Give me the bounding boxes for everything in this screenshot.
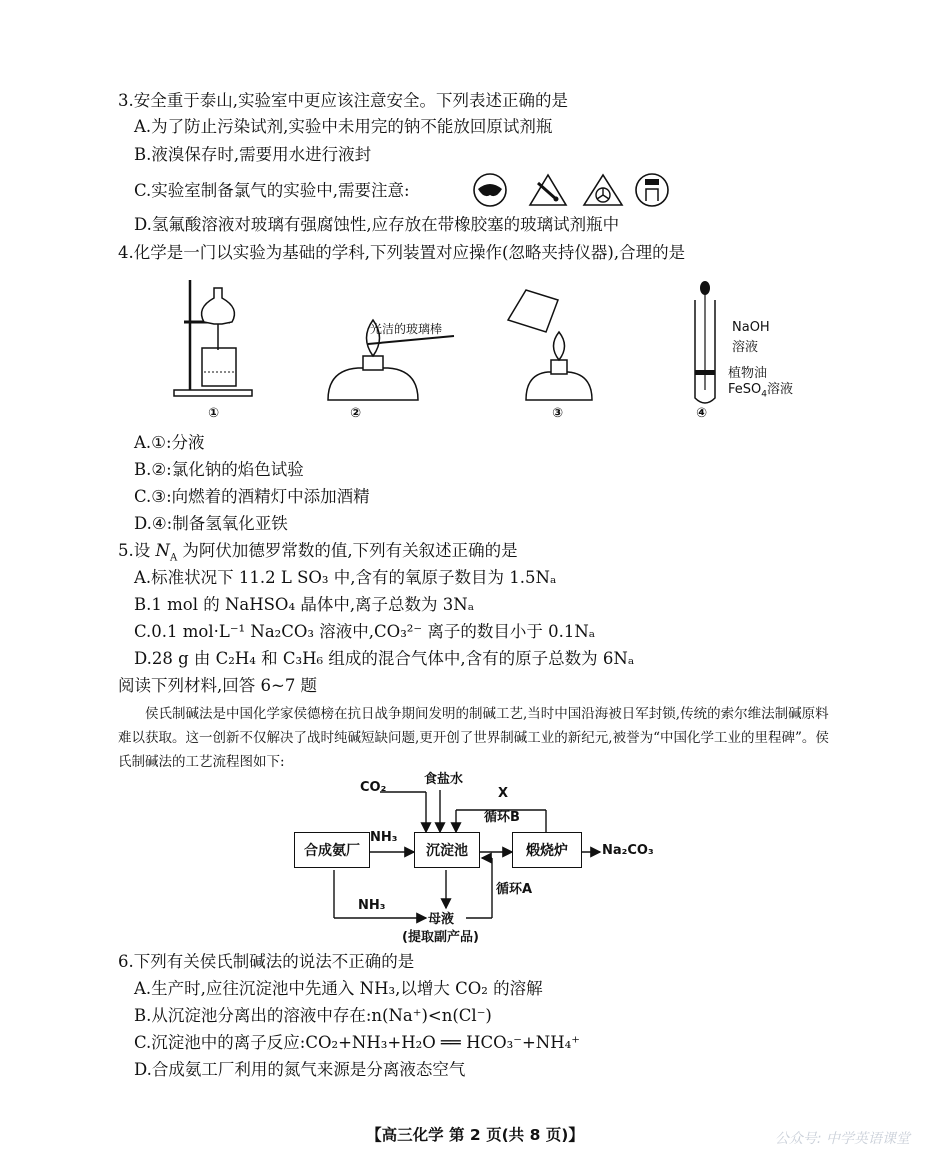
q5-stem: 5.设 $N_A$ 为阿伏加德罗常数的值,下列有关叙述正确的是 <box>118 541 518 564</box>
flow-product: Na₂CO₃ <box>602 843 654 858</box>
q3-stem: 3.安全重于泰山,实验室中更应该注意安全。下列表述正确的是 <box>118 91 568 110</box>
hazard-icons <box>472 171 682 211</box>
watermark: 公众号: 中学英语课堂 <box>774 1131 910 1147</box>
flow-byproduct: (提取副产品) <box>402 930 479 945</box>
hot-surface-icon <box>530 175 566 205</box>
hand-wash-icon <box>636 174 668 206</box>
q4-option-d: D.④:制备氢氧化亚铁 <box>134 514 288 533</box>
q4-option-a: A.①:分液 <box>134 433 205 452</box>
flow-cycle-a: 循环A <box>496 882 533 897</box>
flow-cycle-b: 循环B <box>484 810 520 825</box>
figure-label-2: ② <box>350 406 362 421</box>
q6-option-a: A.生产时,应往沉淀池中先通入 NH₃,以增大 CO₂ 的溶解 <box>134 979 543 998</box>
flow-brine: 食盐水 <box>424 772 464 787</box>
q6-option-c: C.沉淀池中的离子反应:CO₂+NH₃+H₂O ══ HCO₃⁻+NH₄⁺ <box>134 1033 580 1052</box>
q5-option-b: B.1 mol 的 NaHSO₄ 晶体中,离子总数为 3Nₐ <box>134 595 475 614</box>
q3-option-a: A.为了防止污染试剂,实验中未用完的钠不能放回原试剂瓶 <box>134 117 553 136</box>
glass-rod-label: 光洁的玻璃棒 <box>370 322 443 336</box>
q5-option-a: A.标准状况下 11.2 L SO₃ 中,含有的氧原子数目为 1.5Nₐ <box>134 568 557 587</box>
flow-x: X <box>498 786 509 801</box>
precipitation-tank-box: 沉淀池 <box>414 832 480 868</box>
feso4-label: FeSO$_4$溶液 <box>728 382 793 400</box>
figure-label-3: ③ <box>552 406 564 421</box>
flow-nh3-top: NH₃ <box>370 830 398 845</box>
q3-option-c: C.实验室制备氯气的实验中,需要注意: <box>134 181 410 200</box>
q4-option-c: C.③:向燃着的酒精灯中添加酒精 <box>134 487 370 506</box>
q6-option-b: B.从沉淀池分离出的溶液中存在:n(Na⁺)<n(Cl⁻) <box>134 1006 492 1025</box>
flow-co2: CO₂ <box>360 780 387 795</box>
calcining-furnace-box: 煅烧炉 <box>512 832 582 868</box>
figure-label-1: ① <box>208 406 220 421</box>
naoh-solution-label: 溶液 <box>732 340 759 355</box>
q4-option-b: B.②:氯化钠的焰色试验 <box>134 460 304 479</box>
material-paragraph: 侯氏制碱法是中国化学家侯德榜在抗日战争期间发明的制碱工艺,当时中国沿海被日军封锁,传统的索尔维法制碱原料难以获取。这一创新不仅解决了战时纯碱短缺问题,更开创了世界制碱工业的新纪元,被誉为“中国化学工业的里程碑”。侯氏制碱法的工艺流程图如下: <box>118 706 829 770</box>
q3-option-b: B.液溴保存时,需要用水进行液封 <box>134 145 372 164</box>
q3-option-d: D.氢氟酸溶液对玻璃有强腐蚀性,应存放在带橡胶塞的玻璃试剂瓶中 <box>134 215 620 234</box>
goggles-icon <box>474 174 506 206</box>
vegetable-oil-label: 植物油 <box>728 366 768 381</box>
q6-option-d: D.合成氨工厂利用的氮气来源是分离液态空气 <box>134 1060 466 1079</box>
page-footer: 【高三化学 第 2 页(共 8 页)】 <box>366 1126 584 1144</box>
q6-stem: 6.下列有关侯氏制碱法的说法不正确的是 <box>118 952 415 971</box>
flame-test-apparatus <box>318 280 458 410</box>
q5-option-d: D.28 g 由 C₂H₄ 和 C₃H₆ 组成的混合气体中,含有的原子总数为 6Nₐ <box>134 649 635 668</box>
ammonia-plant-box: 合成氨厂 <box>294 832 370 868</box>
alcohol-lamp-refill-apparatus <box>496 280 606 410</box>
flow-nh3-bottom: NH₃ <box>358 898 386 913</box>
q4-stem: 4.化学是一门以实验为基础的学科,下列装置对应操作(忽略夹持仪器),合理的是 <box>118 243 686 262</box>
flow-mother-liquor: 母液 <box>428 912 455 927</box>
material-heading: 阅读下列材料,回答 6~7 题 <box>118 676 318 695</box>
figure-label-4: ④ <box>696 406 708 421</box>
separatory-funnel-apparatus <box>170 280 260 410</box>
test-tube-apparatus <box>690 280 730 410</box>
naoh-label: NaOH <box>732 320 770 335</box>
ventilation-icon <box>584 175 622 205</box>
q5-option-c: C.0.1 mol·L⁻¹ Na₂CO₃ 溶液中,CO₃²⁻ 离子的数目小于 0.1Nₐ <box>134 622 596 641</box>
